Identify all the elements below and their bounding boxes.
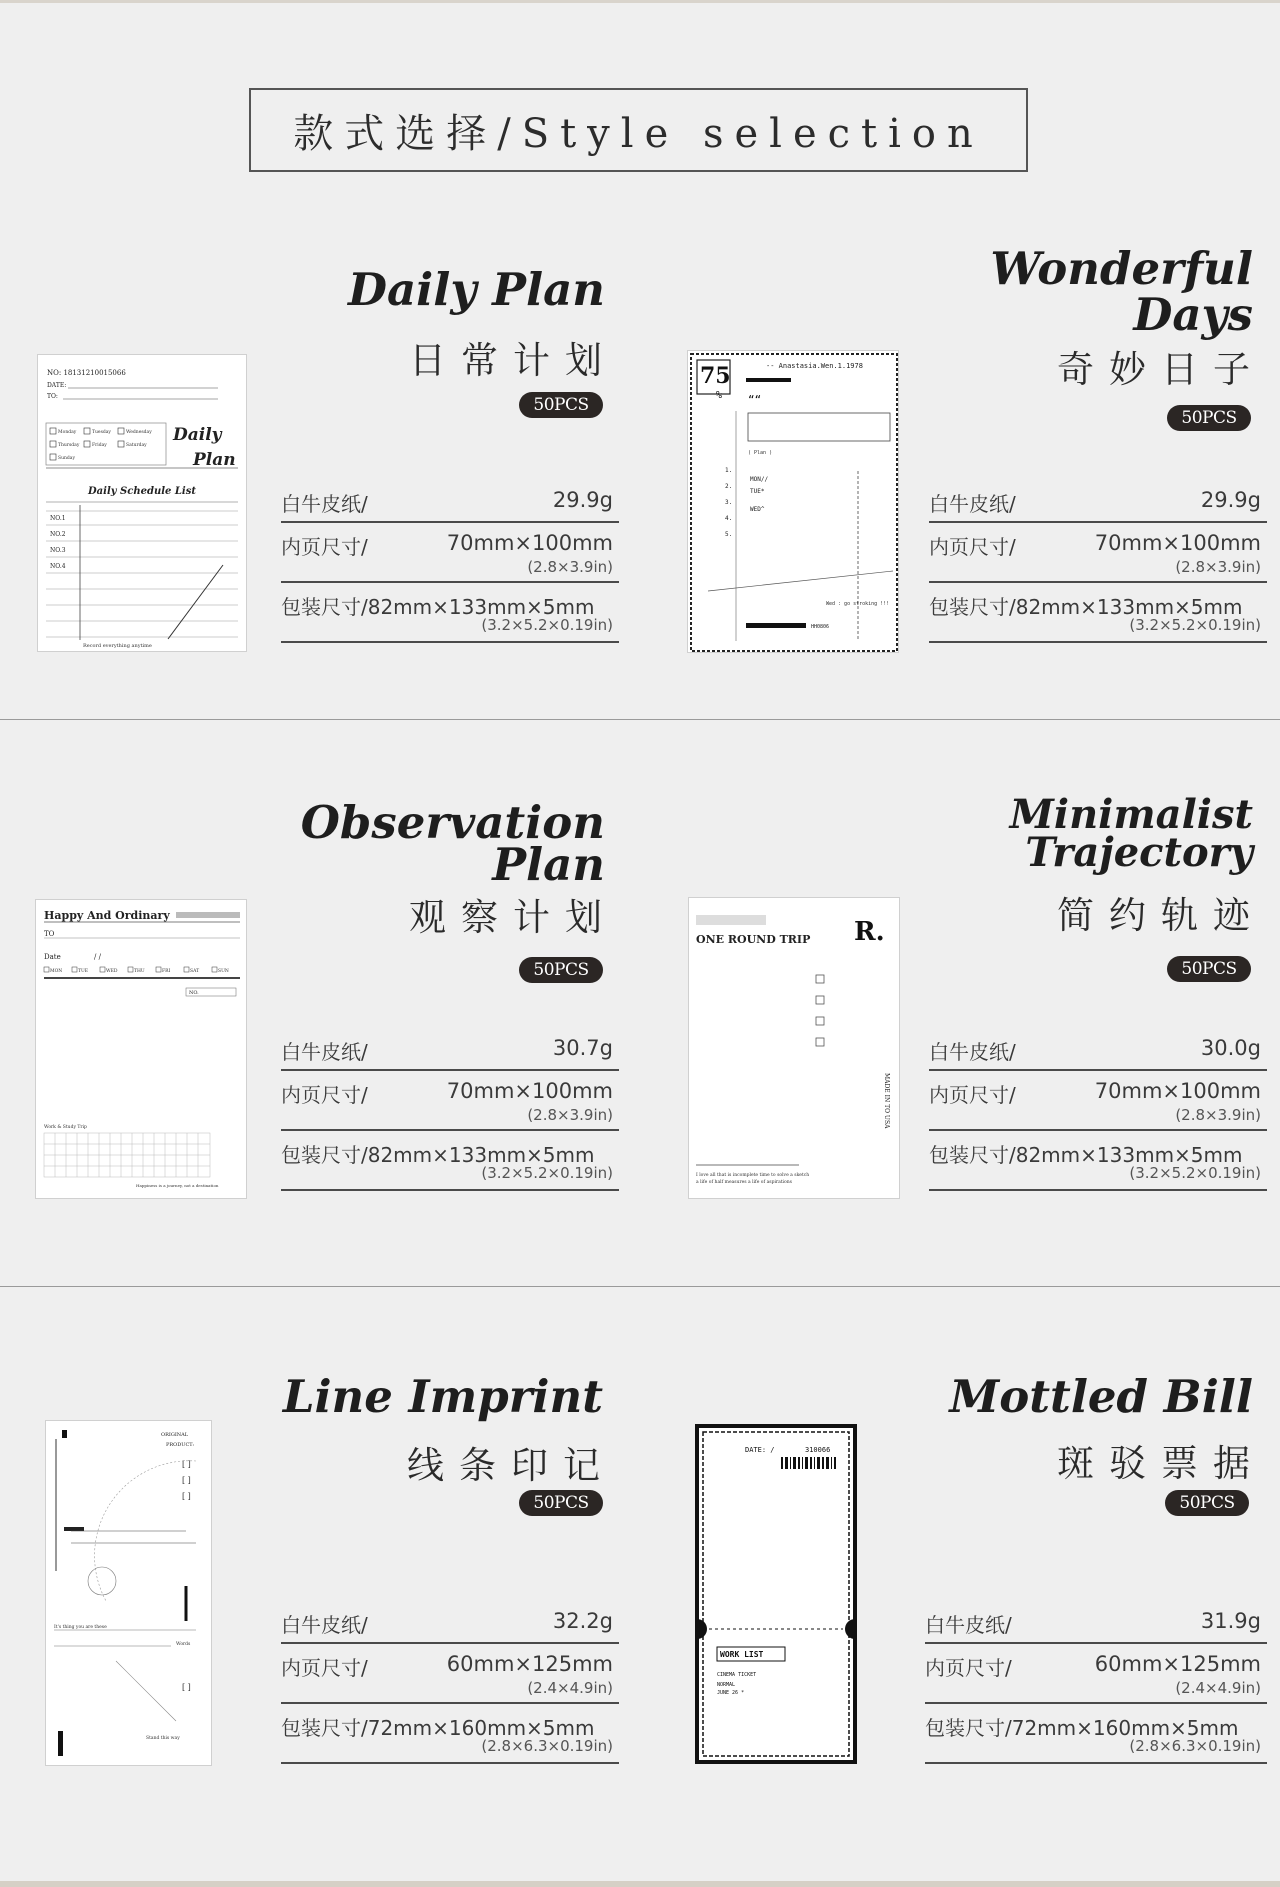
weight-value: 30.7g <box>552 1036 613 1060</box>
bottom-border <box>0 1881 1280 1887</box>
product-preview-mottled-bill[interactable] <box>695 1424 857 1764</box>
preview-footer: I love all that is incomplete time to solve a sketch <box>696 1173 810 1178</box>
preview-tag: ( Plan ) <box>748 450 773 456</box>
preview-row: NO.3 <box>50 547 66 554</box>
product-preview-wonderful-days[interactable] <box>687 350 899 653</box>
spec-table <box>281 482 619 643</box>
preview-day: Wednesday <box>126 430 152 435</box>
product-title-cn: 奇妙日子 <box>1057 348 1265 391</box>
spec-table <box>281 1030 619 1191</box>
weight-value: 31.9g <box>1200 1609 1261 1633</box>
paper-label: 白牛皮纸/ <box>281 1613 368 1637</box>
package-size-inches: (2.8×6.3×0.19in) <box>1129 1737 1261 1755</box>
spec-table <box>929 1030 1267 1191</box>
row-divider <box>0 719 1280 720</box>
preview-line: JUNE 26 * <box>717 1690 745 1696</box>
preview-day: SAT <box>190 969 200 974</box>
preview-letter: R. <box>854 917 885 947</box>
inner-size-value: 70mm×100mm <box>446 1079 613 1103</box>
inner-size-inches: (2.8×3.9in) <box>527 558 613 576</box>
product-title-en: Daily Plan <box>348 263 605 316</box>
spec-table <box>929 482 1267 643</box>
preview-item: TUE* <box>750 488 765 495</box>
svg-text:[ ]: [ ] <box>182 1476 191 1485</box>
preview-day: Thursday <box>58 443 80 448</box>
preview-note: Wed : go stroking !!! <box>826 601 890 607</box>
preview-text: Words <box>176 1642 191 1647</box>
package-size: 包装尺寸/72mm×160mm×5mm <box>925 1716 1239 1740</box>
preview-footer: a life of half measures a life of aspirations <box>696 1180 792 1185</box>
preview-day: Saturday <box>126 443 147 448</box>
package-size: 包装尺寸/82mm×133mm×5mm <box>929 595 1243 619</box>
preview-grid-label: Work & Study Trip <box>44 1125 87 1130</box>
product-preview-minimalist-trajectory[interactable] <box>688 897 900 1199</box>
product-title-en: Observation <box>300 796 605 849</box>
package-size-inches: (3.2×5.2×0.19in) <box>481 616 613 634</box>
product-card-wonderful-days <box>929 242 1267 655</box>
preview-day: TUE <box>78 969 89 974</box>
product-title-en: Mottled Bill <box>949 1370 1253 1423</box>
weight-value: 29.9g <box>1200 488 1261 512</box>
quantity-badge: 50PCS <box>1167 956 1251 982</box>
section-header <box>249 88 1028 172</box>
package-size-inches: (3.2×5.2×0.19in) <box>481 1164 613 1182</box>
product-preview-line-imprint[interactable] <box>45 1420 212 1766</box>
preview-num: 3. <box>725 499 733 506</box>
preview-day: THU <box>134 969 145 974</box>
product-preview-daily-plan[interactable] <box>37 354 247 652</box>
product-card-line-imprint <box>281 1365 619 1765</box>
preview-percent: % <box>716 390 723 401</box>
quantity-badge: 50PCS <box>519 1490 603 1516</box>
inner-size-label: 内页尺寸/ <box>929 1083 1016 1107</box>
preview-day: Monday <box>58 430 77 435</box>
preview-heading: Daily <box>173 425 222 445</box>
preview-footer: Happiness is a journey, not a destination <box>136 1183 219 1188</box>
product-title-cn: 简约轨迹 <box>1057 894 1265 937</box>
preview-text: It's thing you are these <box>54 1625 107 1630</box>
preview-date: Date <box>44 953 61 961</box>
product-title-en: Line Imprint <box>282 1370 603 1423</box>
svg-text:[ ]: [ ] <box>182 1683 191 1692</box>
inner-size-label: 内页尺寸/ <box>281 1656 368 1680</box>
inner-size-value: 70mm×100mm <box>1094 1079 1261 1103</box>
paper-label: 白牛皮纸/ <box>281 1040 368 1064</box>
preview-label: PRODUCT: <box>166 1442 195 1448</box>
preview-num: 1. <box>725 467 733 474</box>
inner-size-value: 60mm×125mm <box>1094 1652 1261 1676</box>
inner-size-label: 内页尺寸/ <box>281 1083 368 1107</box>
preview-heading: Plan <box>193 450 236 470</box>
inner-size-value: 70mm×100mm <box>446 531 613 555</box>
quantity-badge: 50PCS <box>1165 1490 1249 1516</box>
weight-value: 30.0g <box>1200 1036 1261 1060</box>
inner-size-inches: (2.4×4.9in) <box>1175 1679 1261 1697</box>
product-card-observation-plan <box>281 795 619 1195</box>
paper-label: 白牛皮纸/ <box>929 1040 1016 1064</box>
svg-text:[ ]: [ ] <box>182 1492 191 1501</box>
preview-num: 5. <box>725 531 733 538</box>
preview-code: 310066 <box>805 1446 831 1454</box>
preview-footer: Record everything anytime <box>83 643 152 649</box>
package-size-inches: (3.2×5.2×0.19in) <box>1129 1164 1261 1182</box>
preview-day: Friday <box>92 443 107 448</box>
top-border <box>0 0 1280 3</box>
preview-date: DATE: <box>47 382 67 389</box>
package-size-inches: (3.2×5.2×0.19in) <box>1129 616 1261 634</box>
preview-day: FRI <box>162 969 171 974</box>
package-size: 包装尺寸/82mm×133mm×5mm <box>929 1143 1243 1167</box>
preview-to: TO: <box>47 393 58 400</box>
inner-size-inches: (2.8×3.9in) <box>1175 558 1261 576</box>
product-title-en-line2: Plan <box>492 838 605 891</box>
preview-stamp: -- Anastasia.Wen.1.1978 <box>766 362 863 370</box>
row-divider <box>0 1286 1280 1287</box>
inner-size-inches: (2.8×3.9in) <box>1175 1106 1261 1124</box>
quantity-badge: 50PCS <box>519 392 603 418</box>
preview-side-text: MADE IN TO USA <box>883 1073 890 1129</box>
preview-row: NO.4 <box>50 563 66 570</box>
preview-list-title: Daily Schedule List <box>88 486 196 497</box>
product-title-cn: 观察计划 <box>409 896 617 939</box>
paper-label: 白牛皮纸/ <box>929 492 1016 516</box>
preview-item: WED^ <box>750 506 765 513</box>
inner-size-label: 内页尺寸/ <box>281 535 368 559</box>
preview-num: 4. <box>725 515 733 522</box>
preview-day: SUN <box>218 969 229 974</box>
preview-row: NO.1 <box>50 515 66 522</box>
product-title-cn: 线条印记 <box>407 1444 615 1487</box>
product-card-daily-plan <box>281 262 619 652</box>
package-size: 包装尺寸/82mm×133mm×5mm <box>281 595 595 619</box>
preview-date: DATE: / <box>745 1446 775 1454</box>
weight-value: 32.2g <box>552 1609 613 1633</box>
preview-text: Stand this way <box>146 1736 180 1741</box>
package-size: 包装尺寸/82mm×133mm×5mm <box>281 1143 595 1167</box>
product-title-en-line2: Days <box>1133 288 1253 341</box>
preview-day: WED <box>106 969 118 974</box>
weight-value: 29.9g <box>552 488 613 512</box>
package-size: 包装尺寸/72mm×160mm×5mm <box>281 1716 595 1740</box>
preview-item: MON// <box>750 476 769 483</box>
preview-ticket: CINEMA TICKET <box>717 1672 757 1678</box>
inner-size-inches: (2.4×4.9in) <box>527 1679 613 1697</box>
quantity-badge: 50PCS <box>519 957 603 983</box>
product-title-en-line2: Trajectory <box>1025 829 1253 876</box>
preview-no: NO: 18131210015066 <box>47 369 126 377</box>
product-title-en: Minimalist <box>1009 791 1253 838</box>
preview-quote: ““ <box>748 393 762 406</box>
inner-size-label: 内页尺寸/ <box>929 535 1016 559</box>
package-size-inches: (2.8×6.3×0.19in) <box>481 1737 613 1755</box>
preview-work-list: WORK LIST <box>720 1650 764 1659</box>
preview-day: Sunday <box>58 456 75 461</box>
inner-size-label: 内页尺寸/ <box>925 1656 1012 1680</box>
quantity-badge: 50PCS <box>1167 405 1251 431</box>
spec-table <box>925 1603 1267 1764</box>
preview-row: NO.2 <box>50 531 66 538</box>
preview-heading: Happy And Ordinary <box>44 909 170 922</box>
inner-size-value: 60mm×125mm <box>446 1652 613 1676</box>
preview-line: NORMAL <box>717 1682 736 1688</box>
preview-no: NO. <box>189 990 199 996</box>
product-card-mottled-bill <box>925 1365 1267 1765</box>
product-title-en: Wonderful <box>990 242 1253 295</box>
product-card-minimalist-trajectory <box>929 791 1267 1195</box>
preview-to: TO <box>44 930 55 938</box>
preview-number: 75 <box>700 363 731 389</box>
preview-day: Tuesday <box>92 430 111 435</box>
section-title: 款式选择/Style selection <box>293 110 984 157</box>
spec-table <box>281 1603 619 1764</box>
paper-label: 白牛皮纸/ <box>281 492 368 516</box>
paper-label: 白牛皮纸/ <box>925 1613 1012 1637</box>
inner-size-inches: (2.8×3.9in) <box>527 1106 613 1124</box>
preview-day: MON <box>50 969 63 974</box>
product-preview-observation-plan[interactable] <box>35 899 247 1199</box>
preview-heading: ONE ROUND TRIP <box>696 933 811 946</box>
preview-num: 2. <box>725 483 733 490</box>
inner-size-value: 70mm×100mm <box>1094 531 1261 555</box>
product-title-cn: 日常计划 <box>409 339 617 382</box>
preview-slashes: / / <box>94 953 101 961</box>
product-title-cn: 斑驳票据 <box>1057 1442 1265 1485</box>
preview-label: ORIGINAL <box>161 1432 189 1438</box>
svg-text:[ ]: [ ] <box>182 1460 191 1469</box>
preview-code: HH0806 <box>811 624 830 630</box>
